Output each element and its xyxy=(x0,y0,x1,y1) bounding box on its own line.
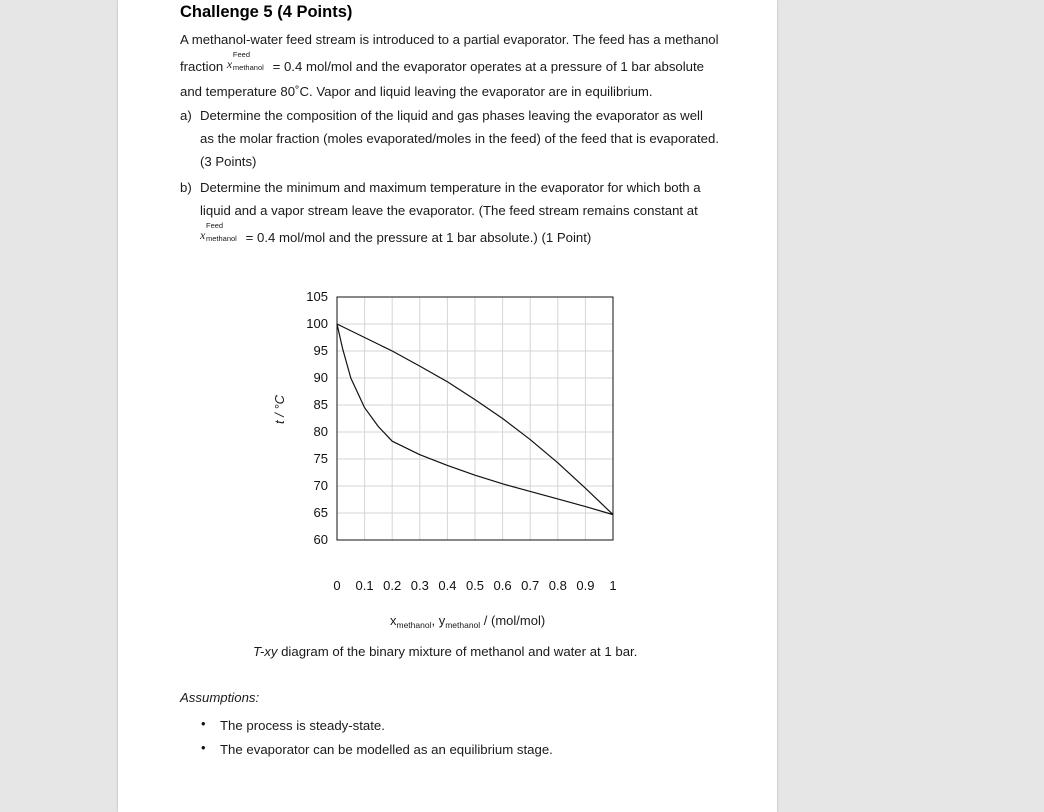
x-tick-label: 0.8 xyxy=(548,578,567,593)
x-axis-label-comma: , xyxy=(431,613,439,628)
bullet-icon: • xyxy=(201,740,206,755)
intro-line-3: and temperature 80˚C. Vapor and liquid leaving the evaporator are in equilibrium. xyxy=(180,84,653,99)
x-tick-label: 0.1 xyxy=(355,578,374,593)
caption-rest: diagram of the binary mixture of methanol and water at 1 bar. xyxy=(277,644,638,659)
assumption-item-1: The process is steady-state. xyxy=(220,718,385,733)
question-a-line-1: Determine the composition of the liquid and gas phases leaving the evaporator as well xyxy=(200,108,703,123)
y-tick-label: 75 xyxy=(313,451,328,466)
x-tick-label: 0.3 xyxy=(410,578,429,593)
symbol-base: x xyxy=(226,57,233,71)
x-tick-label: 0.5 xyxy=(465,578,485,593)
question-b-line-2: liquid and a vapor stream leave the evaporator. (The feed stream remains constant at xyxy=(200,203,698,218)
symbol-sup-b: Feed xyxy=(206,221,224,230)
question-a-line-3: (3 Points) xyxy=(200,154,257,169)
plot-area xyxy=(336,296,614,541)
x-axis-label-sub-1: methanol xyxy=(396,620,432,630)
y-tick-label: 80 xyxy=(313,424,328,439)
symbol-base-b: x xyxy=(200,228,206,242)
intro-line-2-pre: fraction xyxy=(180,59,224,74)
y-tick-label: 65 xyxy=(313,505,328,520)
symbol-sub: methanol xyxy=(232,63,264,72)
caption-emphasis: T-xy xyxy=(253,644,278,659)
bullet-icon: • xyxy=(201,716,206,731)
intro-line-2-post: = 0.4 mol/mol and the evaporator operates at a pressure of 1 bar absolute xyxy=(272,59,705,74)
question-a-label: a) xyxy=(180,108,192,123)
question-b-label: b) xyxy=(180,180,192,195)
figure-caption xyxy=(253,644,637,659)
document-page xyxy=(118,0,777,812)
y-tick-label: 70 xyxy=(313,478,328,493)
x-tick-label: 0.9 xyxy=(576,578,595,593)
y-tick-label: 105 xyxy=(306,289,328,304)
y-tick-label: 95 xyxy=(313,343,328,358)
x-tick-label: 0.7 xyxy=(521,578,540,593)
question-b-line-3-post: = 0.4 mol/mol and the pressure at 1 bar absolute.) (1 Point) xyxy=(245,230,592,245)
assumptions-heading: Assumptions: xyxy=(180,690,260,705)
x-tick-label: 1 xyxy=(609,578,617,593)
assumption-item-2: The evaporator can be modelled as an equilibrium stage. xyxy=(220,742,553,757)
y-tick-label: 100 xyxy=(306,316,328,331)
x-axis-label-x: x xyxy=(390,613,397,628)
symbol-sub-b: methanol xyxy=(206,234,237,243)
x-axis-label-unit: / (mol/mol) xyxy=(483,613,546,628)
x-tick-label: 0 xyxy=(333,578,341,593)
question-a-line-2: as the molar fraction (moles evaporated/moles in the feed) of the feed that is evaporated. xyxy=(200,131,720,146)
x-axis-label xyxy=(390,613,545,628)
y-tick-label: 60 xyxy=(313,532,328,547)
x-axis-label-sub-2: methanol xyxy=(445,620,481,630)
y-axis-label: t / °C xyxy=(272,394,287,424)
symbol-sup: Feed xyxy=(232,50,251,59)
x-tick-label: 0.2 xyxy=(383,578,402,593)
x-tick-label: 0.4 xyxy=(438,578,457,593)
intro-line-1: A methanol-water feed stream is introduced to a partial evaporator. The feed has a methanol xyxy=(180,32,719,47)
question-b-line-1: Determine the minimum and maximum temperature in the evaporator for which both a xyxy=(200,180,701,195)
page-title: Challenge 5 (4 Points) xyxy=(180,3,353,21)
x-axis-label-y: y xyxy=(438,613,446,628)
y-tick-label: 85 xyxy=(313,397,328,412)
x-tick-label: 0.6 xyxy=(493,578,512,593)
y-tick-label: 90 xyxy=(313,370,328,385)
txy-chart xyxy=(118,0,777,680)
